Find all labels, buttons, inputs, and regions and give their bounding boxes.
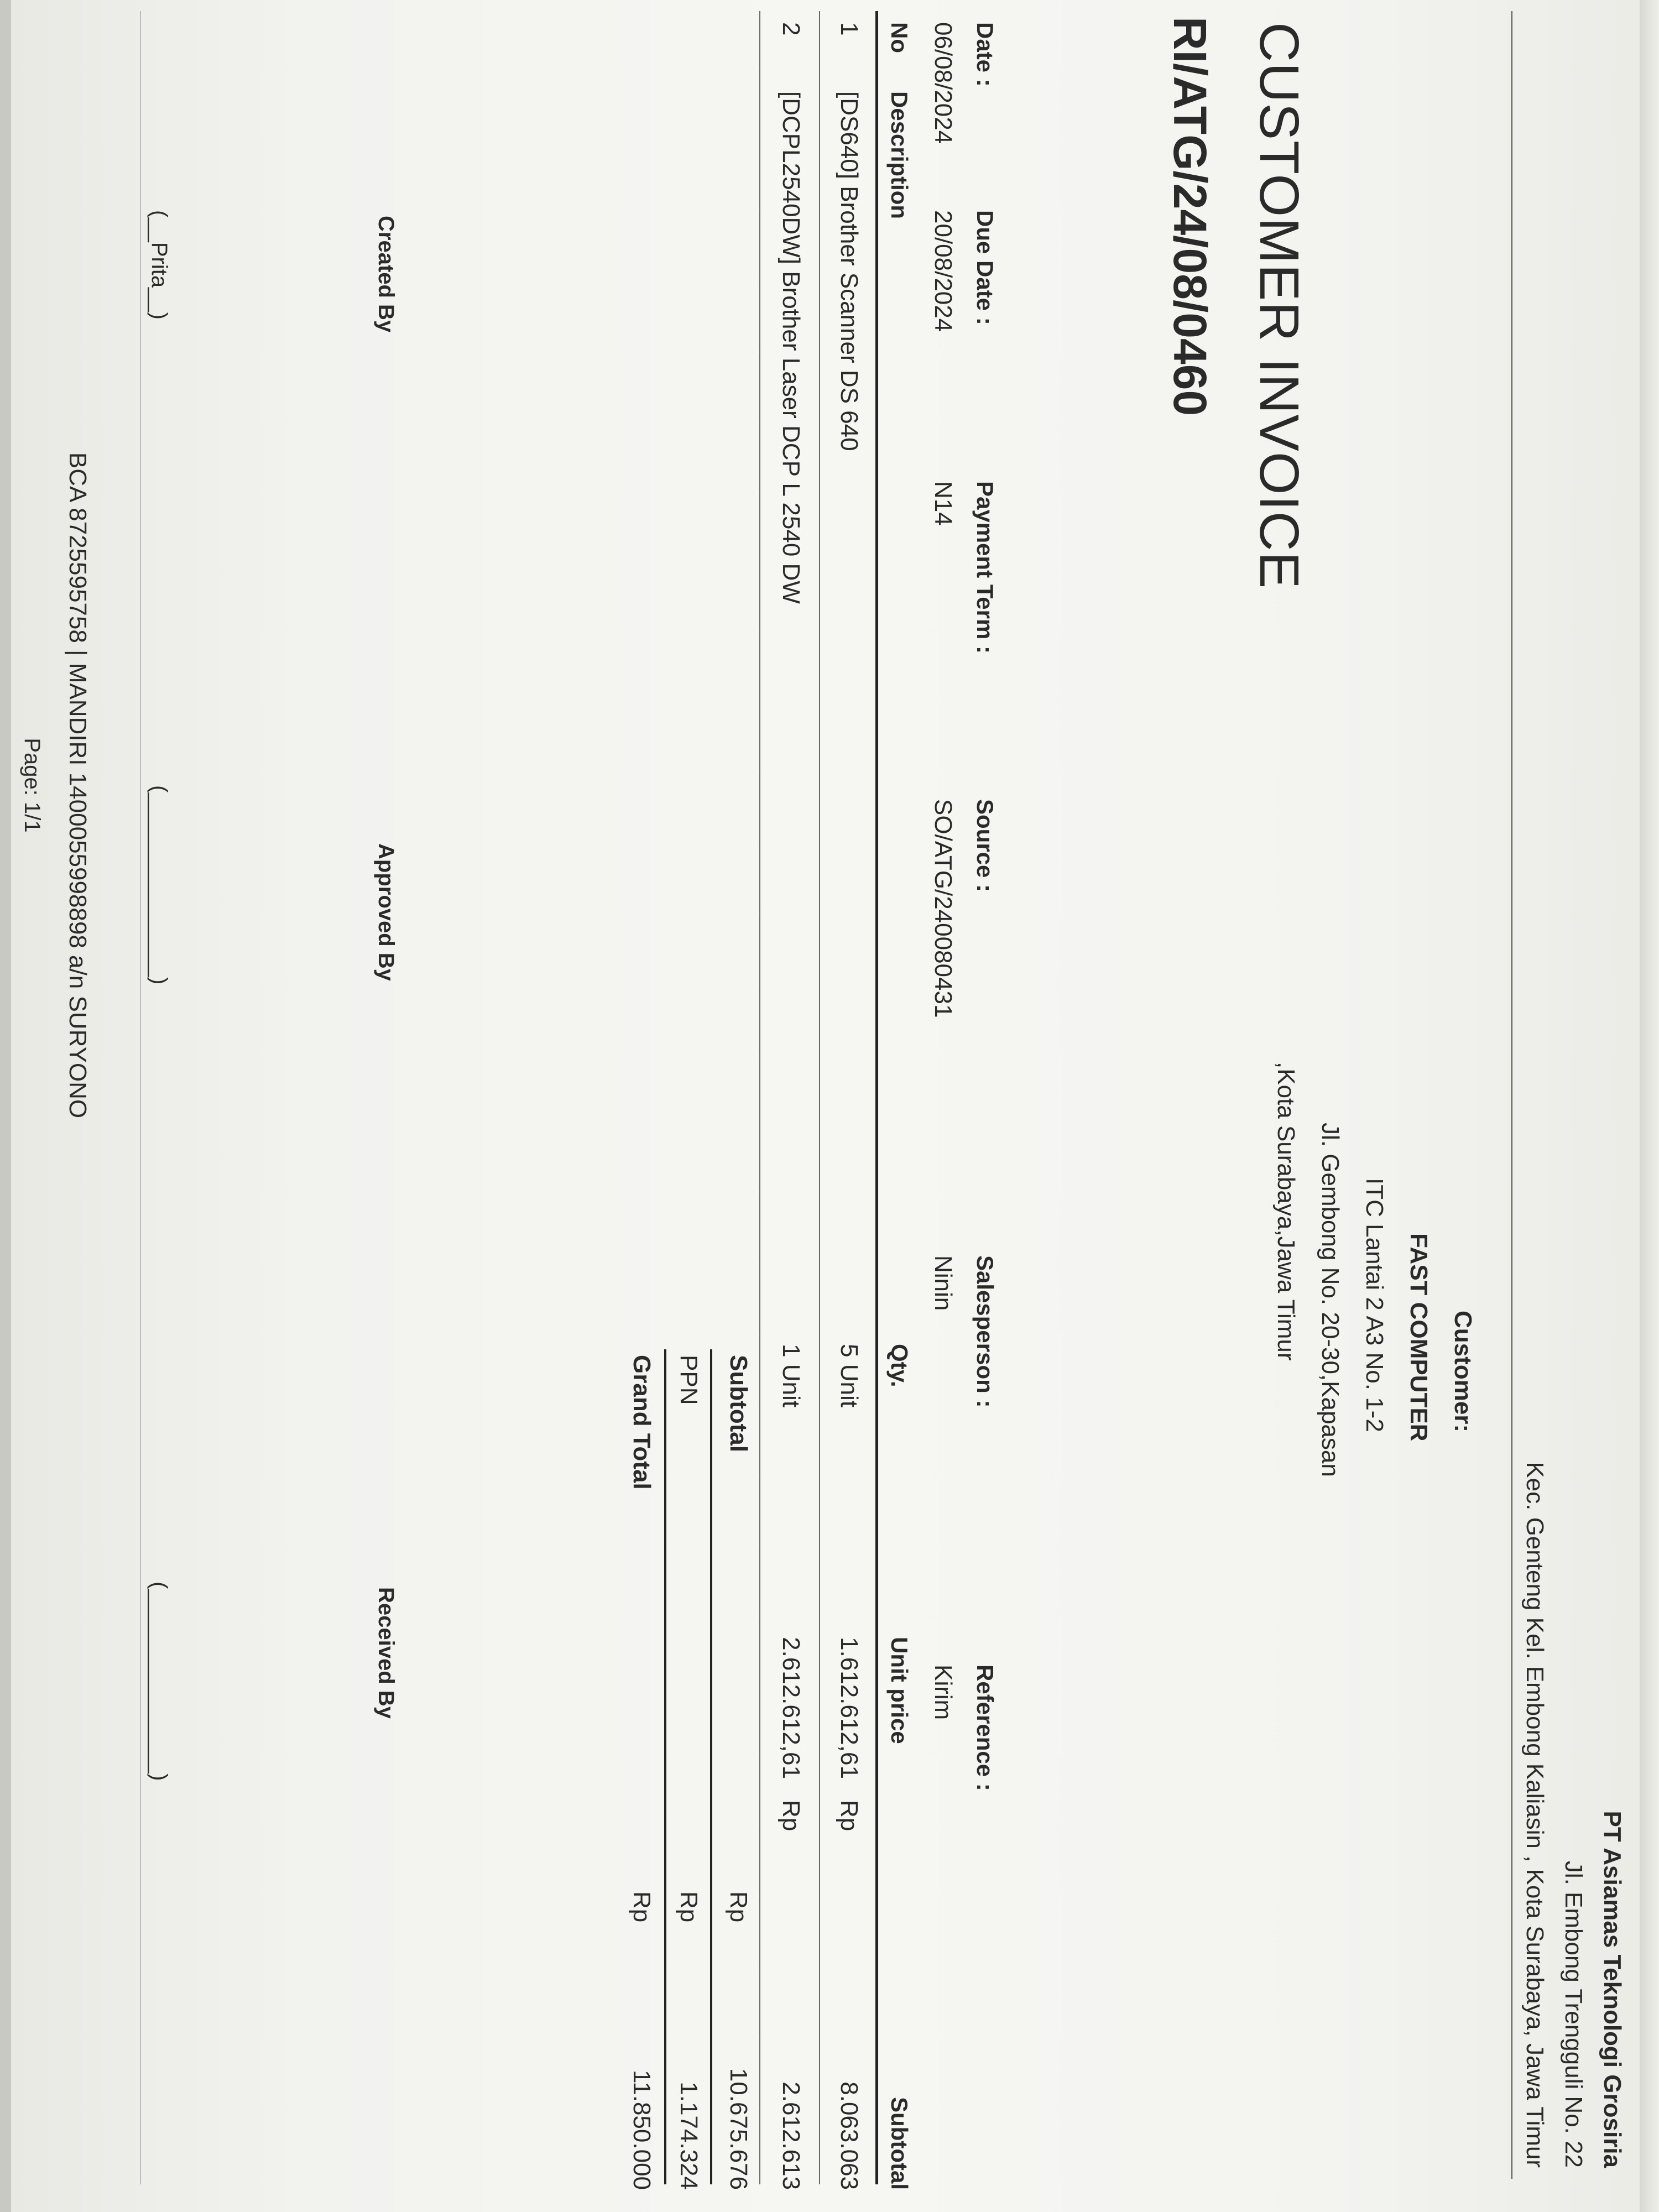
row-description: [DS640] Brother Scanner DS 640 xyxy=(836,91,863,451)
company-name: PT Asiamas Teknologi Grosiria xyxy=(1599,1811,1626,2168)
company-address-line2: Kec. Genteng Kel. Embong Kaliasin , Kota Surabaya, Jawa Timur xyxy=(1521,1462,1548,2168)
received-by-signature-line: (_______________) xyxy=(147,1582,171,1781)
row-subtotal: 2.612.613 xyxy=(778,2081,805,2190)
col-header-subtotal: Subtotal xyxy=(886,2097,912,2190)
grand-total-value: 11.850.000 xyxy=(628,2070,655,2190)
grand-total-currency: Rp xyxy=(628,1891,655,1923)
col-header-description: Description xyxy=(886,91,912,220)
table-header-rule xyxy=(875,11,878,2184)
bank-info: BCA 8725595758 | MANDIRI 1400055998898 a/n SURYONO xyxy=(64,452,91,1119)
company-address-line1: Jl. Embong Trengguli No. 22 xyxy=(1560,1860,1587,2168)
salesperson-value: Ninin xyxy=(930,1255,957,1311)
customer-address-line2: Jl. Gembong No. 20-30,Kapasan xyxy=(1317,1123,1344,1477)
source-value: SO/ATG/240080431 xyxy=(930,799,957,1018)
approved-by-signature-line: (_______________) xyxy=(147,785,171,985)
invoice-title: CUSTOMER INVOICE xyxy=(1248,22,1310,589)
received-by-label: Received By xyxy=(374,1587,398,1719)
customer-address-line1: ITC Lantai 2 A3 No. 1-2 xyxy=(1361,1178,1388,1432)
payment-term-value: N14 xyxy=(930,481,957,526)
created-by-name: (__Prita__) xyxy=(147,210,171,320)
payment-term-label: Payment Term : xyxy=(972,481,998,654)
date-label: Date : xyxy=(972,22,998,87)
approved-by-label: Approved By xyxy=(374,843,398,981)
col-header-no: No xyxy=(886,22,912,53)
row-unit-price: 1.612.612,61 xyxy=(836,1637,863,1779)
page-number: Page: 1/1 xyxy=(20,738,44,833)
reference-label: Reference : xyxy=(972,1665,998,1791)
grand-total-label: Grand Total xyxy=(628,1355,655,1490)
row-no: 2 xyxy=(778,22,805,36)
ppn-rule xyxy=(664,1349,666,2184)
header-divider xyxy=(1511,11,1512,2179)
subtotal-label: Subtotal xyxy=(725,1355,752,1452)
row-qty: 5 Unit xyxy=(836,1344,863,1407)
row-divider xyxy=(819,11,820,2184)
due-date-label: Due Date : xyxy=(972,210,998,325)
table-bottom-rule xyxy=(759,11,760,2184)
reference-value: Kirim xyxy=(930,1665,957,1720)
row-currency: Rp xyxy=(836,1800,863,1832)
date-value: 06/08/2024 xyxy=(930,22,957,144)
subtotal-rule xyxy=(710,1349,712,2184)
row-no: 1 xyxy=(836,22,863,36)
subtotal-value: 10.675.676 xyxy=(725,2068,752,2190)
row-currency: Rp xyxy=(778,1800,805,1832)
col-header-qty: Qty. xyxy=(886,1344,912,1387)
customer-name: FAST COMPUTER xyxy=(1405,1233,1432,1442)
subtotal-currency: Rp xyxy=(725,1891,752,1923)
customer-heading: Customer: xyxy=(1449,1311,1477,1433)
invoice-number: RI/ATG/24/08/0460 xyxy=(1164,17,1216,416)
salesperson-label: Salesperson : xyxy=(972,1255,998,1408)
created-by-label: Created By xyxy=(374,216,398,333)
ppn-value: 1.174.324 xyxy=(675,2081,702,2190)
source-label: Source : xyxy=(972,799,998,893)
signature-rule xyxy=(140,11,141,2184)
due-date-value: 20/08/2024 xyxy=(930,210,957,332)
customer-address-line3: ,Kota Surabaya,Jawa Timur xyxy=(1272,1062,1300,1361)
ppn-currency: Rp xyxy=(675,1891,702,1923)
row-description: [DCPL2540DW] Brother Laser DCP L 2540 DW xyxy=(778,91,805,604)
ppn-label: PPN xyxy=(675,1355,702,1405)
row-subtotal: 8.063.063 xyxy=(836,2081,863,2190)
row-qty: 1 Unit xyxy=(778,1344,805,1407)
col-header-unit-price: Unit price xyxy=(886,1637,912,1744)
row-unit-price: 2.612.612,61 xyxy=(778,1637,805,1779)
